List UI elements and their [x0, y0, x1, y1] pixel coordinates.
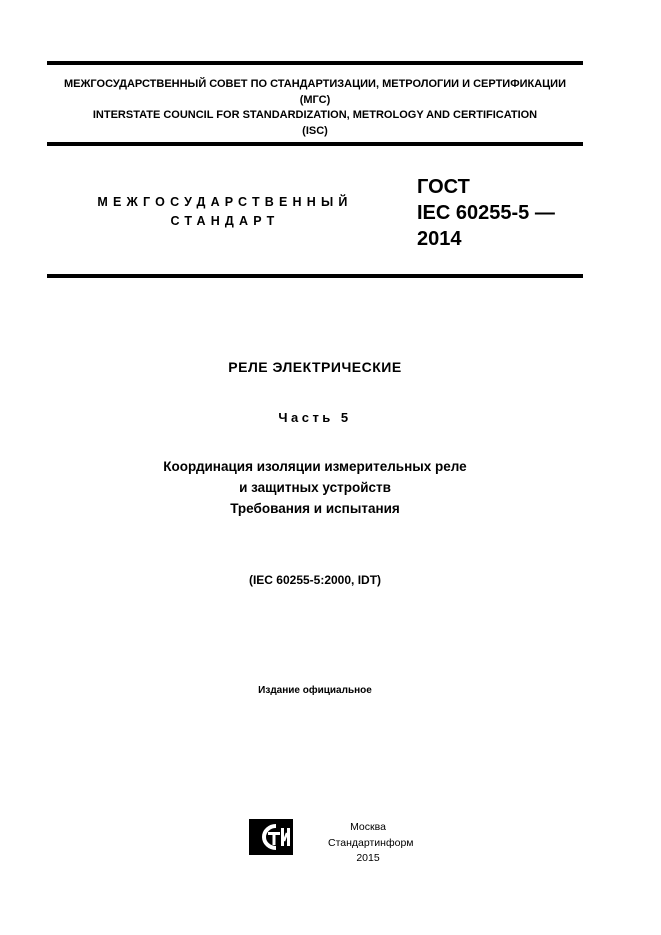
gost-designation [417, 174, 555, 252]
top-rule [47, 61, 583, 65]
iec-reference: (IEC 60255-5:2000, IDT) [248, 573, 382, 587]
council-header [47, 77, 583, 139]
imprint [328, 820, 414, 867]
subtitle-line1: Координация изоляции измерительных реле [163, 459, 467, 474]
council-ru-abbr: (МГС) [299, 93, 331, 106]
standard-type [70, 193, 380, 231]
imprint-city: Москва [350, 821, 386, 833]
gost-number: IEC 60255-5 — [417, 202, 555, 224]
subtitle-line2: и защитных устройств [239, 480, 391, 495]
part-number: Часть 5 [278, 410, 352, 425]
standartinform-logo-icon [249, 819, 293, 855]
standard-type-line2: СТАНДАРТ [170, 214, 280, 228]
subtitle-line3: Требования и испытания [230, 501, 400, 516]
council-ru-name: МЕЖГОСУДАРСТВЕННЫЙ СОВЕТ ПО СТАНДАРТИЗАЦИИ, МЕТРОЛОГИИ И СЕРТИФИКАЦИИ [63, 78, 566, 90]
subtitle [0, 456, 630, 519]
header-bottom-rule [47, 142, 583, 146]
council-en-abbr: (ISC) [302, 124, 328, 137]
imprint-year: 2015 [356, 852, 380, 864]
council-en-name: INTERSTATE COUNCIL FOR STANDARDIZATION, METROLOGY AND CERTIFICATION [92, 109, 538, 121]
standard-type-line1: МЕЖГОСУДАРСТВЕННЫЙ [97, 195, 353, 209]
edition-note: Издание официальное [258, 685, 372, 696]
designation-bottom-rule [47, 274, 583, 278]
document-main-title: РЕЛЕ ЭЛЕКТРИЧЕСКИЕ [228, 359, 402, 375]
imprint-publisher: Стандартинформ [328, 836, 414, 849]
gost-year: 2014 [417, 228, 462, 250]
gost-label: ГОСТ [417, 176, 470, 198]
